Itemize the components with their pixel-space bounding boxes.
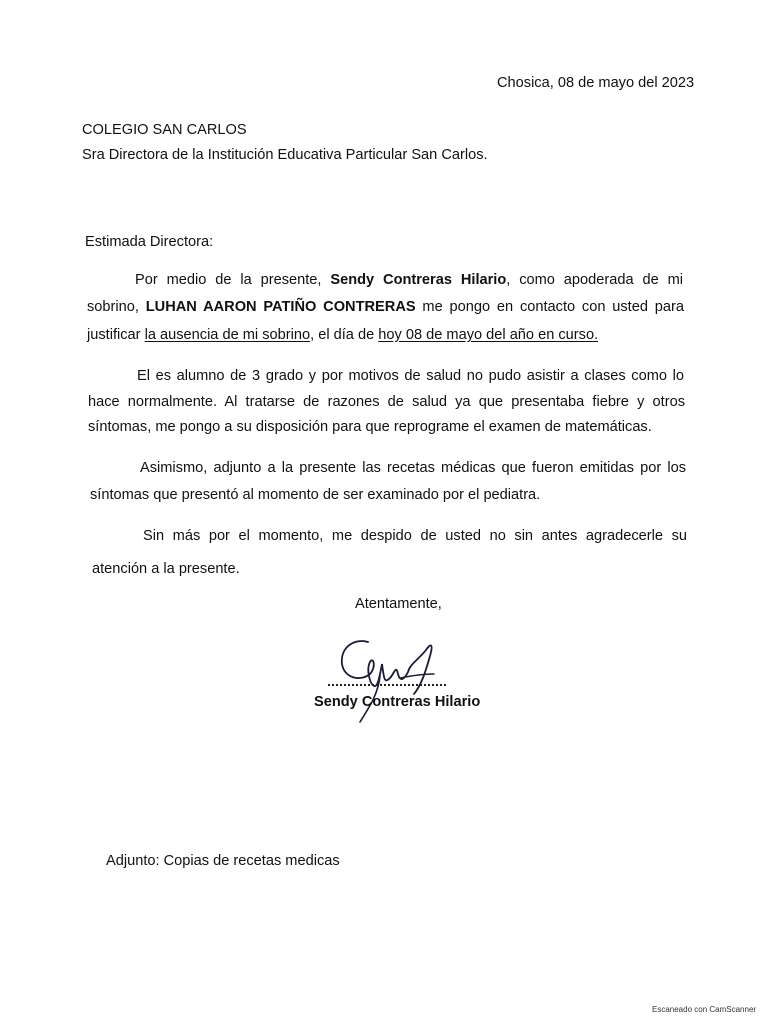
paragraph-1-line-3 (87, 326, 598, 344)
signer-name: Sendy Contreras Hilario (314, 694, 481, 710)
paragraph-4-line-1: Sin más por el momento, me despido de usted no sin antes agradecerle su (143, 528, 687, 544)
p1-l1-pre: Por medio de la presente, (135, 272, 322, 288)
attachment-text: Copias de recetas medicas (163, 853, 340, 869)
scanner-watermark: Escaneado con CamScanner (652, 1005, 757, 1014)
recipient-title: Sra Directora de la Institución Educativa Particular San Carlos. (82, 147, 488, 163)
parent-name: Sendy Contreras Hilario (330, 272, 507, 288)
attachment-line (106, 852, 340, 870)
absence-underlined: la ausencia de mi sobrino (144, 327, 311, 343)
paragraph-3-line-2: síntomas que presentó al momento de ser examinado por el pediatra. (90, 487, 541, 503)
p1-l3-pre: justificar (87, 327, 141, 343)
paragraph-1-line-2 (87, 298, 684, 316)
p1-l2-pre: sobrino, (87, 299, 139, 315)
paragraph-2-line-3: síntomas, me pongo a su disposición para que reprograme el examen de matemáticas. (88, 419, 652, 435)
recipient-school: COLEGIO SAN CARLOS (82, 122, 247, 138)
student-name: LUHAN AARON PATIÑO CONTRERAS (145, 299, 416, 315)
paragraph-3-line-1: Asimismo, adjunto a la presente las recetas médicas que fueron emitidas por los (140, 460, 686, 476)
salutation: Estimada Directora: (85, 234, 214, 250)
paragraph-2-line-1: El es alumno de 3 grado y por motivos de salud no pudo asistir a clases como lo (137, 368, 684, 384)
paragraph-1-line-1 (135, 271, 683, 289)
p1-l2-post: me pongo en contacto con usted para (422, 299, 684, 315)
paragraph-2-line-2: hace normalmente. Al tratarse de razones de salud ya que presentaba fiebre y otros (88, 394, 685, 410)
p1-l1-post: , como apoderada de mi (506, 272, 683, 288)
paragraph-4-line-2: atención a la presente. (92, 561, 240, 577)
closing: Atentamente, (355, 596, 442, 612)
place-date: Chosica, 08 de mayo del 2023 (497, 75, 695, 91)
signature-dotted-line (328, 684, 446, 686)
attachment-label: Adjunto: (106, 853, 160, 869)
p1-l3-mid: , el día de (310, 327, 375, 343)
handwritten-signature (330, 634, 450, 726)
date-underlined: hoy 08 de mayo del año en curso. (378, 327, 599, 343)
